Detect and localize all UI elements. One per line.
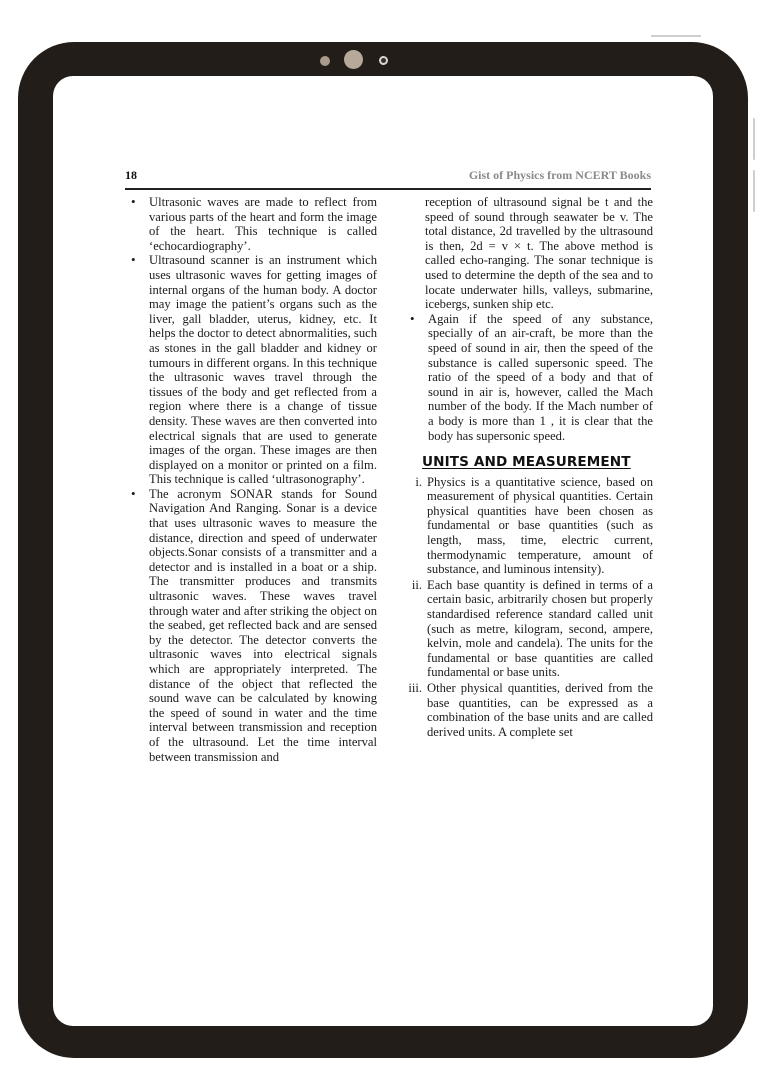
numbered-item bbox=[407, 475, 653, 577]
item-number: i. bbox=[415, 474, 422, 489]
item-number: ii. bbox=[411, 577, 422, 592]
front-camera-icon bbox=[344, 50, 363, 69]
bullet-sonar: • The acronym SONAR stands for Sound Navigation And Ranging. Sonar is a device that uses ultrasonic waves to measure the distance, direction and speed of underwater objects.Sonar consists of a transmitter and a detector and is installed in a boat or a ship. The transmitter produces and transmits ultrasonic waves. These waves travel through water and after striking the object on the seabed, get reflected back and are sensed by the detector. The detector converts the ultrasonic waves into electrical signals which are appropriately interpreted. The distance of the object that reflected the sound wave can be calculated by knowing the speed of sound in water and the time interval between transmission and reception of the ultrasound. Let the time interval between transmission and bbox=[128, 487, 377, 764]
page-number: 18 bbox=[125, 168, 137, 182]
numbered-list bbox=[407, 475, 653, 740]
right-column bbox=[407, 195, 653, 740]
screen[interactable] bbox=[53, 76, 713, 1026]
tablet-frame bbox=[18, 42, 748, 1058]
right-bullet-list bbox=[407, 312, 653, 443]
section-title: UNITS AND MEASUREMENT bbox=[422, 454, 631, 471]
sonar-continuation: reception of ultrasound signal be t and the speed of sound through seawater be v. The total distance, 2d travelled by the ultrasound is then, 2d = v × t. The above method is called echo-ranging. The sonar technique is used to determine the depth of the sea and to locate underwater hills, valleys, submarine, icebergs, sunken ship etc. bbox=[425, 195, 653, 312]
item-text: Physics is a quantitative science, based on measurement of physical quantities. Certain physical quantities have been chosen as fundamental or base quantities (such as length, mass, time, electric current, thermodynamic temperature, amount of substance, and luminous intensity). bbox=[427, 474, 653, 577]
sensor-dot-icon bbox=[320, 56, 330, 66]
volume-down-button[interactable] bbox=[753, 170, 755, 212]
numbered-item bbox=[407, 578, 653, 680]
bullet-ultrasound-scanner: • Ultrasound scanner is an instrument which uses ultrasonic waves for getting images of internal organs of the human body. A doctor may image the patient’s organs such as the liver, gall bladder, uterus, kidney, etc. It helps the doctor to detect abnormalities, such as stones in the gall bladder and kidney or tumours in different organs. In this technique the ultrasonic waves travel through the tissues of the body and get reflected from a region where there is a change of tissue density. These waves are then converted into electrical signals that are used to generate images of the organ. These images are then displayed on a monitor or printed on a film. This technique is called ‘ultrasonography’. bbox=[128, 253, 377, 487]
page-header bbox=[125, 168, 651, 190]
left-column bbox=[128, 195, 377, 764]
left-bullet-list bbox=[128, 195, 377, 764]
item-text: Other physical quantities, derived from the base quantities, can be expressed as a combination of the base units and are called derived units. A complete set bbox=[427, 681, 653, 739]
volume-up-button[interactable] bbox=[753, 118, 755, 160]
bullet-supersonic: • Again if the speed of any substance, specially of an air-craft, be more than the speed of sound in air, then the speed of the substance is called supersonic speed. The ratio of the speed of a body and that of sound in air is, however, called the Mach number of the body. If the Mach number of a body is more than 1 , it is clear that the body has supersonic speed. bbox=[407, 312, 653, 443]
numbered-item bbox=[407, 681, 653, 739]
top-edge-line bbox=[651, 35, 701, 37]
item-text: Each base quantity is defined in terms of a certain basic, arbitrarily chosen but properly standardised reference standard called unit (such as metre, kilogram, second, ampere, kelvin, mole and candela). The units for the fundamental or base quantities are called fundamental or base units. bbox=[427, 577, 653, 680]
bullet-echocardiography: • Ultrasonic waves are made to reflect from various parts of the heart and form the image of the heart. This technique is called ‘echocardiography’. bbox=[128, 195, 377, 253]
camera-lens-icon bbox=[379, 56, 388, 65]
book-title: Gist of Physics from NCERT Books bbox=[468, 168, 651, 182]
item-number: iii. bbox=[408, 681, 422, 695]
